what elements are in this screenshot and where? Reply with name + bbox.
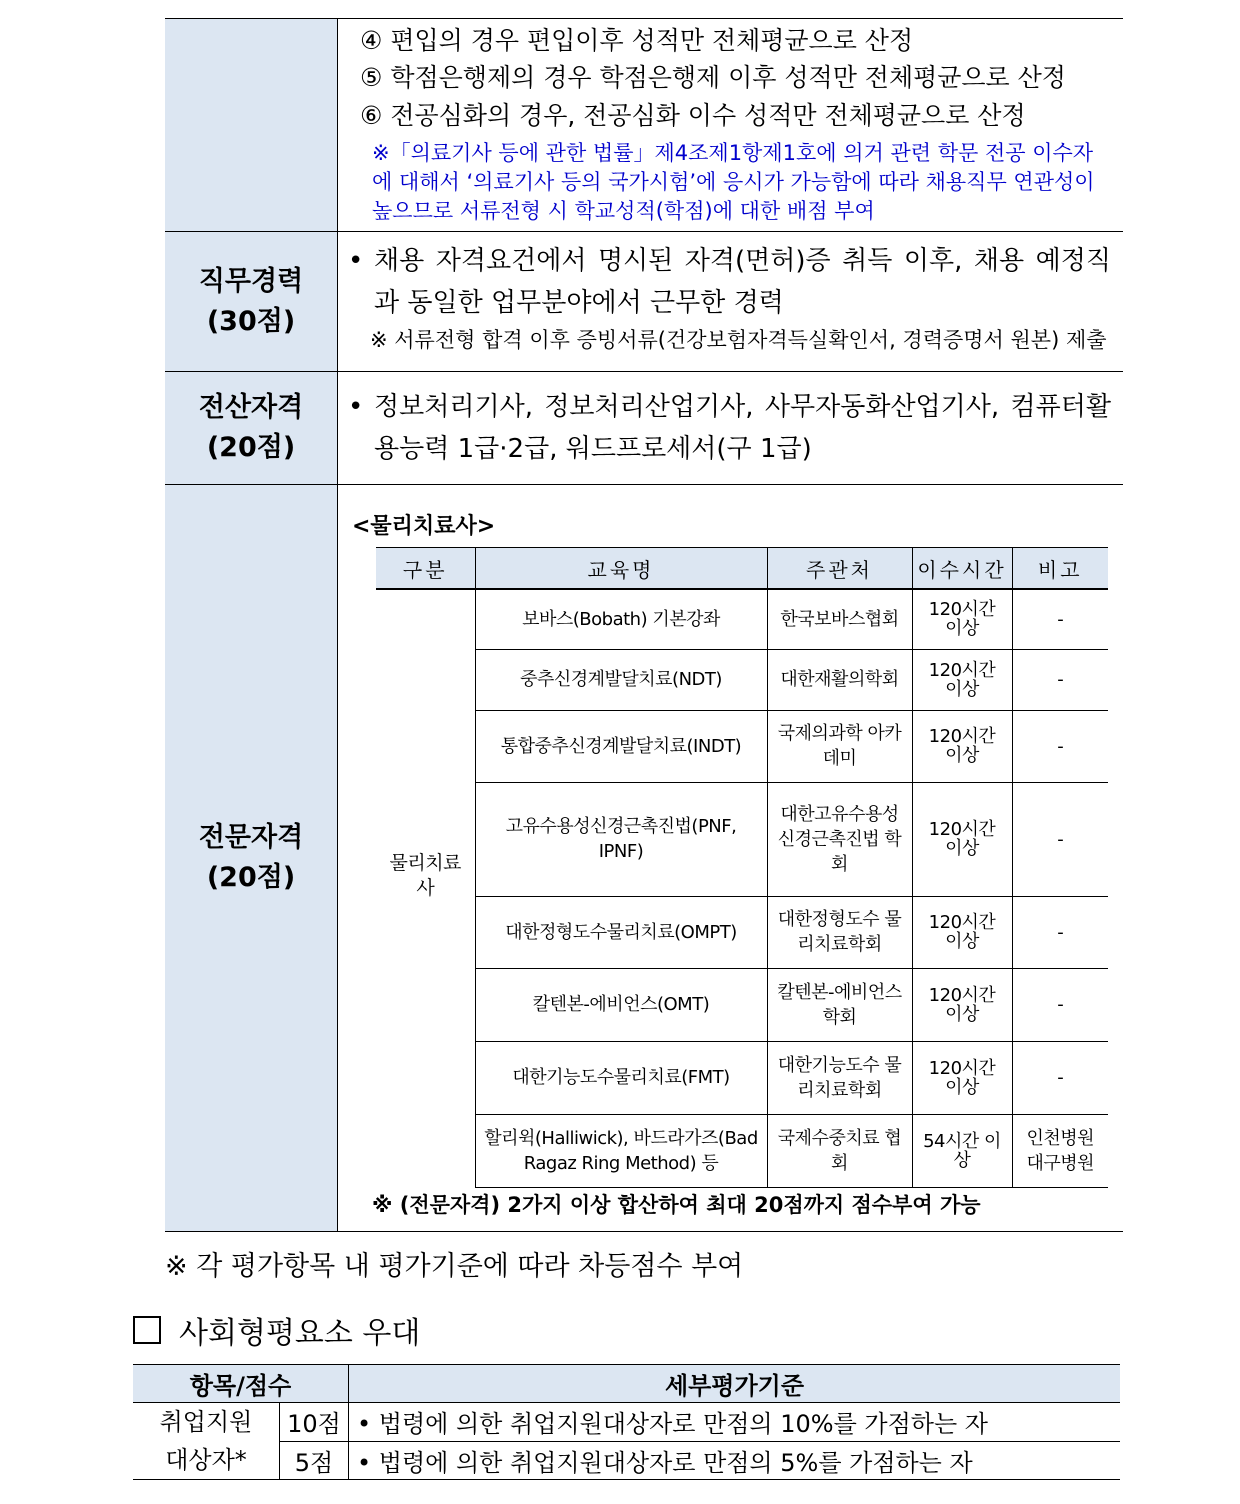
it-cert-label: 전산자격: [198, 392, 304, 423]
course-hours: 120시간 이상: [912, 1041, 1012, 1114]
course-organizer: 국제수중치료 협회: [767, 1114, 912, 1187]
specialty-content-cell: [338, 485, 1123, 1231]
table-row: [376, 710, 1108, 782]
specialty-points: (20점): [206, 862, 296, 893]
table-row: [376, 649, 1108, 710]
course-hours: 120시간 이상: [912, 649, 1012, 710]
education-content-cell: [338, 19, 1123, 231]
points-cell: 5점: [280, 1441, 349, 1480]
course-name: 칼텐본-에비언스(OMT): [475, 968, 767, 1041]
target-label-line2: 대상자*: [165, 1446, 247, 1474]
course-hours: 120시간 이상: [912, 896, 1012, 968]
course-remarks: 인천병원 대구병원: [1012, 1114, 1108, 1187]
course-organizer: 한국보바스협회: [767, 589, 912, 649]
course-hours: 120시간 이상: [912, 710, 1012, 782]
table-row: [376, 1041, 1108, 1114]
course-organizer: 대한기능도수 물리치료학회: [767, 1041, 912, 1114]
specialty-note: ※ (전문자격) 2가지 이상 합산하여 최대 20점까지 점수부여 가능: [372, 1193, 981, 1217]
education-criteria-row: [165, 18, 1123, 232]
specialty-label-cell: [165, 485, 338, 1231]
course-remarks: -: [1012, 1041, 1108, 1114]
course-remarks: -: [1012, 968, 1108, 1041]
course-remarks: -: [1012, 649, 1108, 710]
table-row: [133, 1441, 1120, 1480]
bullet-icon: •: [348, 392, 364, 422]
target-label-line1: 취업지원: [159, 1408, 253, 1436]
career-label-cell: [165, 232, 338, 371]
course-organizer: 대한재활의학회: [767, 649, 912, 710]
header-organizer: 주관처: [767, 548, 912, 590]
course-hours: 54시간 이상: [912, 1114, 1012, 1187]
course-remarks: -: [1012, 782, 1108, 896]
specialty-row: [165, 485, 1123, 1232]
table-row: [376, 589, 1108, 649]
course-hours: 120시간 이상: [912, 782, 1012, 896]
course-name: 대한기능도수물리치료(FMT): [475, 1041, 767, 1114]
career-row: [165, 232, 1123, 372]
education-item-6: ⑥ 전공심화의 경우, 전공심화 이수 성적만 전체평균으로 산정: [360, 101, 1026, 130]
header-item-points: 항목/점수: [133, 1365, 349, 1403]
social-equity-heading: [133, 1308, 420, 1352]
it-cert-row: [165, 372, 1123, 485]
header-hours: 이수시간: [912, 548, 1012, 590]
course-remarks: -: [1012, 896, 1108, 968]
course-name: 고유수용성신경근촉진법(PNF, IPNF): [475, 782, 767, 896]
course-name: 할리윅(Halliwick), 바드라가즈(Bad Ragaz Ring Method) 등: [475, 1114, 767, 1187]
target-cell: [133, 1403, 280, 1480]
social-equity-title: 사회형평요소 우대: [179, 1316, 421, 1351]
education-course-table: [376, 547, 1108, 1188]
social-equity-table: [133, 1364, 1120, 1480]
evaluation-footnote: ※ 각 평가항목 내 평가기준에 따라 차등점수 부여: [165, 1251, 744, 1282]
course-table-header: [376, 548, 1108, 590]
table-row: [133, 1403, 1120, 1442]
table-row: [376, 896, 1108, 968]
course-remarks: -: [1012, 710, 1108, 782]
career-label: 직무경력: [198, 265, 304, 297]
course-name: 대한정형도수물리치료(OMPT): [475, 896, 767, 968]
evaluation-criteria-table: [165, 18, 1123, 1232]
social-equity-header: [133, 1365, 1120, 1403]
bullet-icon: •: [348, 246, 364, 276]
course-hours: 120시간 이상: [912, 589, 1012, 649]
table-row: [376, 782, 1108, 896]
header-remarks: 비고: [1012, 548, 1108, 590]
course-organizer: 대한고유수용성 신경근촉진법 학회: [767, 782, 912, 896]
career-points: (30점): [206, 305, 296, 337]
education-label-cell: [165, 19, 338, 231]
header-category: 구분: [376, 548, 475, 590]
career-bullet-item: [348, 240, 1111, 324]
it-cert-label-cell: [165, 372, 338, 484]
course-organizer: 국제의과학 아카데미: [767, 710, 912, 782]
category-cell: 물리치료사: [389, 852, 461, 899]
points-cell: 10점: [280, 1403, 349, 1442]
course-name: 통합중추신경계발달치료(INDT): [475, 710, 767, 782]
criteria-cell: • 법령에 의한 취업지원대상자로 만점의 5%를 가점하는 자: [349, 1441, 1121, 1480]
career-text: 채용 자격요건에서 명시된 자격(면허)증 취득 이후, 채용 예정직과 동일한 업무분야에서 근무한 경력: [374, 246, 1111, 318]
education-law-note: ※「의료기사 등에 관한 법률」제4조제1항제1호에 의거 관련 학문 전공 이수자에 대해서 ‘의료기사 등의 국가시험’에 응시가 가능함에 따라 채용직무 연관성이 높으므로 서류전형 시 학교성적(학점)에 대한 배점 부여: [372, 141, 1095, 223]
criteria-cell: • 법령에 의한 취업지원대상자로 만점의 10%를 가점하는 자: [349, 1403, 1121, 1442]
course-organizer: 칼텐본-에비언스 학회: [767, 968, 912, 1041]
it-cert-bullet-item: [348, 386, 1111, 470]
table-row: [376, 1114, 1108, 1187]
physio-subtitle: <물리치료사>: [352, 514, 496, 539]
course-name: 중추신경계발달치료(NDT): [475, 649, 767, 710]
course-remarks: -: [1012, 589, 1108, 649]
course-hours: 120시간 이상: [912, 968, 1012, 1041]
career-note: ※ 서류전형 합격 이후 증빙서류(건강보험자격득실확인서, 경력증명서 원본) 제출: [370, 328, 1107, 352]
course-name: 보바스(Bobath) 기본강좌: [475, 589, 767, 649]
specialty-label: 전문자격: [198, 822, 304, 853]
table-row: [376, 968, 1108, 1041]
checkbox-square-icon: [133, 1316, 161, 1344]
education-item-5: ⑤ 학점은행제의 경우 학점은행제 이후 성적만 전체평균으로 산정: [360, 63, 1066, 92]
career-content-cell: [338, 232, 1123, 371]
course-organizer: 대한정형도수 물리치료학회: [767, 896, 912, 968]
it-cert-content-cell: [338, 372, 1123, 484]
header-criteria: 세부평가기준: [349, 1365, 1121, 1403]
header-course-name: 교육명: [475, 548, 767, 590]
education-item-4: ④ 편입의 경우 편입이후 성적만 전체평균으로 산정: [360, 26, 914, 55]
it-cert-text: 정보처리기사, 정보처리산업기사, 사무자동화산업기사, 컴퓨터활용능력 1급·2급, 워드프로세서(구 1급): [374, 392, 1111, 464]
it-cert-points: (20점): [206, 432, 296, 463]
